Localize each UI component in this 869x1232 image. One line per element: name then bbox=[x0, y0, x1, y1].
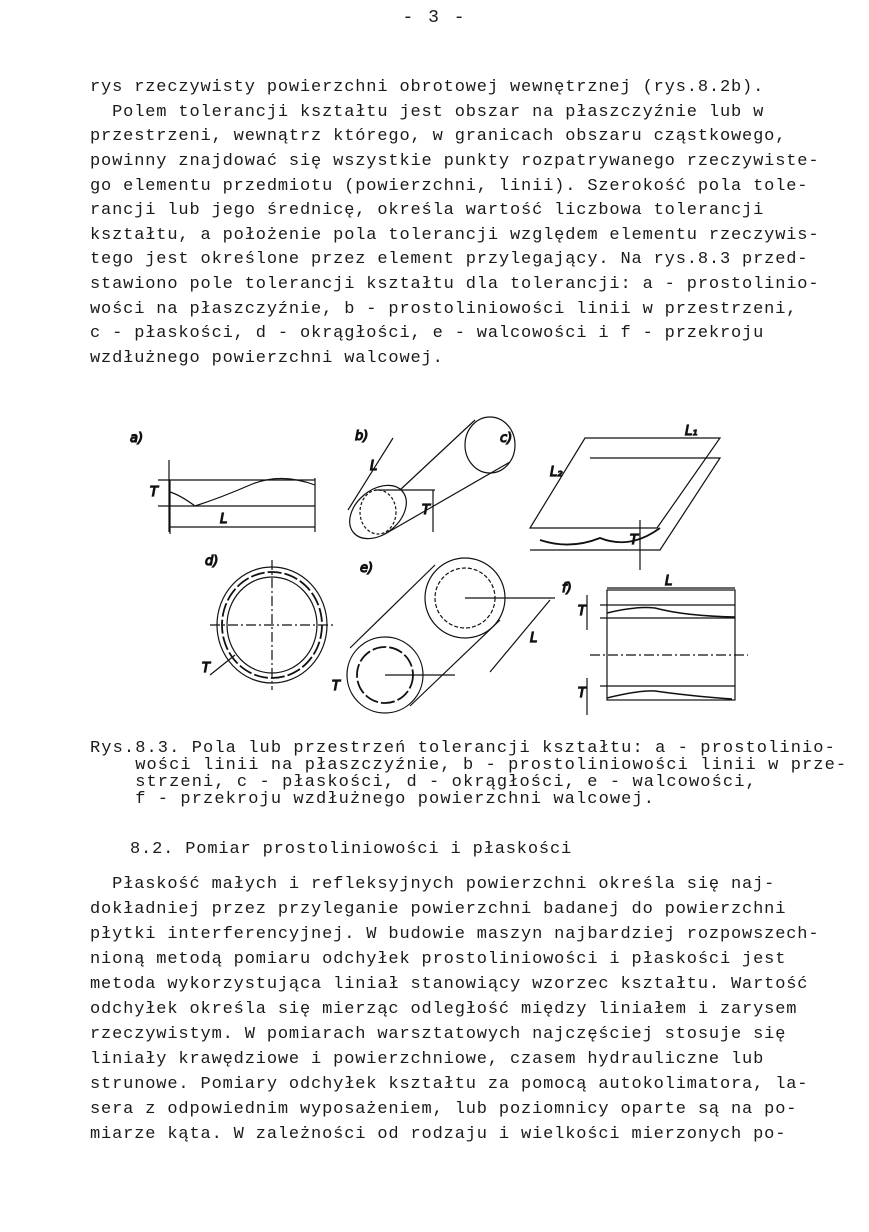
dim-L-a: L bbox=[220, 512, 228, 527]
caption-line: Rys.8.3. Pola lub przestrzeń tolerancji kształtu: a - prostolinio- bbox=[90, 739, 836, 758]
label-c: c) bbox=[500, 431, 513, 446]
text-line: nioną metodą pomiaru odchyłek prostoliniowości i płaskości jest bbox=[90, 950, 787, 969]
dim-L1: L₁ bbox=[685, 424, 698, 439]
text-line: dokładniej przez przyleganie powierzchni badanej do powierzchni bbox=[90, 900, 787, 919]
caption-line: strzeni, c - płaskości, d - okrągłości, e - walcowości, bbox=[90, 773, 757, 792]
caption-line: wości linii na płaszczyźnie, b - prostoliniowości linii w prze- bbox=[90, 756, 848, 775]
diagram-e bbox=[332, 558, 555, 713]
dim-T-b: T bbox=[422, 503, 430, 518]
text-line: liniały krawędziowe i powierzchniowe, czasem hydrauliczne lub bbox=[90, 1050, 765, 1069]
text-line: rzeczywistym. W pomiarach warsztatowych najczęściej stosuje się bbox=[90, 1025, 787, 1044]
text-line: wości na płaszczyźnie, b - prostoliniowości linii w przestrzeni, bbox=[90, 300, 798, 319]
dim-L-b: L bbox=[370, 459, 378, 474]
dim-T-c: T bbox=[630, 533, 638, 548]
text-line: Płaskość małych i refleksyjnych powierzchni określa się naj- bbox=[90, 875, 776, 894]
text-line: rys rzeczywisty powierzchni obrotowej wewnętrznej (rys.8.2b). bbox=[90, 78, 765, 97]
dim-T-d: T bbox=[202, 661, 210, 676]
dim-L-e: L bbox=[530, 631, 538, 646]
label-f: f) bbox=[562, 581, 572, 596]
diagram-f bbox=[562, 574, 748, 715]
diagram-d bbox=[202, 554, 335, 690]
dim-T-f1: T bbox=[578, 604, 586, 619]
caption-line: f - przekroju wzdłużnego powierzchni walcowej. bbox=[90, 790, 656, 809]
text-line: tego jest określone przez element przylegający. Na rys.8.3 przed- bbox=[90, 250, 809, 269]
dim-T-a: T bbox=[150, 485, 158, 500]
text-line: rancji lub jego średnicę, określa wartość liczbowa tolerancji bbox=[90, 201, 765, 220]
label-a: a) bbox=[130, 431, 144, 446]
text-line: wzdłużnego powierzchni walcowej. bbox=[90, 349, 444, 368]
text-line: metoda wykorzystująca liniał stanowiący wzorzec kształtu. Wartość bbox=[90, 975, 809, 994]
text-line: Polem tolerancji kształtu jest obszar na płaszczyźnie lub w bbox=[90, 103, 765, 122]
text-line: kształtu, a położenie pola tolerancji względem elementu rzeczywis- bbox=[90, 226, 820, 245]
label-e: e) bbox=[360, 561, 374, 576]
diagram-c bbox=[500, 424, 720, 570]
text-line: płytki interferencyjnej. W budowie maszyn najbardziej rozpowszech- bbox=[90, 925, 820, 944]
label-b: b) bbox=[355, 429, 369, 444]
text-line: miarze kąta. W zależności od rodzaju i wielkości mierzonych po- bbox=[90, 1125, 787, 1144]
text-line: sera z odpowiednim wyposażeniem, lub poziomnicy oparte są na po- bbox=[90, 1100, 798, 1119]
page-number: - 3 - bbox=[402, 8, 467, 28]
dim-L2: L₂ bbox=[550, 465, 563, 480]
figure-8-3 bbox=[110, 410, 760, 730]
text-line: powinny znajdować się wszystkie punkty rozpatrywanego rzeczywiste- bbox=[90, 152, 820, 171]
text-line: przestrzeni, wewnątrz którego, w granicach obszaru cząstkowego, bbox=[90, 127, 787, 146]
dim-L-f: L bbox=[665, 574, 673, 589]
text-line: go elementu przedmiotu (powierzchni, linii). Szerokość pola tole- bbox=[90, 177, 809, 196]
dim-T-e: T bbox=[332, 679, 340, 694]
dim-T-f2: T bbox=[578, 686, 586, 701]
diagram-a bbox=[130, 431, 315, 534]
text-line: stawiono pole tolerancji kształtu dla tolerancji: a - prostolinio- bbox=[90, 275, 820, 294]
text-line: odchyłek określa się mierząc odległość między liniałem i zarysem bbox=[90, 1000, 798, 1019]
text-line: c - płaskości, d - okrągłości, e - walcowości i f - przekroju bbox=[90, 324, 765, 343]
diagram-b bbox=[339, 417, 515, 549]
section-heading: 8.2. Pomiar prostoliniowości i płaskości bbox=[130, 840, 573, 859]
text-line: strunowe. Pomiary odchyłek kształtu za pomocą autokolimatora, la- bbox=[90, 1075, 809, 1094]
label-d: d) bbox=[205, 554, 219, 569]
